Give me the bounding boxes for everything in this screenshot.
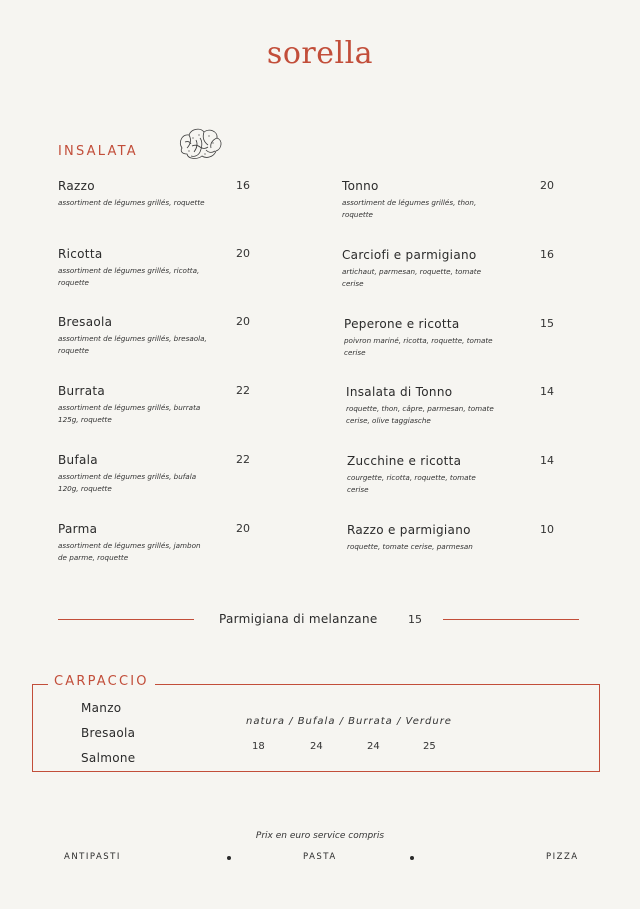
item-price: 20 xyxy=(236,315,250,328)
item-description: roquette, tomate cerise, parmesan xyxy=(347,542,473,551)
nav-separator-dot xyxy=(410,856,414,860)
item-description: courgette, ricotta, roquette, tomate cerise xyxy=(347,473,476,494)
item-price: 20 xyxy=(540,179,554,192)
item-description: assortiment de légumes grillés, ricotta, roquette xyxy=(58,266,200,287)
special-dish-price: 15 xyxy=(408,613,422,626)
item-price: 16 xyxy=(236,179,250,192)
item-name: Razzo xyxy=(58,179,95,193)
item-name: Bresaola xyxy=(58,315,113,329)
lettuce-icon xyxy=(176,126,224,162)
item-price: 10 xyxy=(540,523,554,536)
nav-pizza[interactable]: PIZZA xyxy=(546,852,579,862)
item-description: assortiment de légumes grillés, roquette xyxy=(58,198,205,207)
item-name: Burrata xyxy=(58,384,106,398)
nav-separator-dot xyxy=(227,856,231,860)
nav-antipasti[interactable]: ANTIPASTI xyxy=(64,852,121,862)
nav-pasta[interactable]: PASTA xyxy=(303,852,337,862)
item-price: 20 xyxy=(236,522,250,535)
item-name: Zucchine e ricotta xyxy=(347,454,462,468)
brand-logo: sorella xyxy=(266,36,374,71)
item-price: 20 xyxy=(236,247,250,260)
item-description: poivron mariné, ricotta, roquette, tomate cerise xyxy=(344,336,493,357)
item-name: Bufala xyxy=(58,453,98,467)
item-name: Tonno xyxy=(342,179,379,193)
item-price: 14 xyxy=(540,454,554,467)
footer-note: Prix en euro service compris xyxy=(255,831,385,841)
item-description: assortiment de légumes grillés, bufala 120g, roquette xyxy=(58,472,197,493)
carpaccio-price: 24 xyxy=(310,741,323,752)
item-price: 16 xyxy=(540,248,554,261)
carpaccio-price: 18 xyxy=(252,741,265,752)
item-name: Razzo e parmigiano xyxy=(347,523,471,537)
carpaccio-price: 25 xyxy=(423,741,436,752)
item-description: assortiment de légumes grillés, jambon de parme, roquette xyxy=(58,541,201,562)
item-description: assortiment de légumes grillés, burrata 125g, roquette xyxy=(58,403,201,424)
item-description: assortiment de légumes grillés, thon, roquette xyxy=(342,198,477,219)
item-description: assortiment de légumes grillés, bresaola, roquette xyxy=(58,334,207,355)
item-price: 15 xyxy=(540,317,554,330)
carpaccio-options: natura / Bufala / Burrata / Verdure xyxy=(246,716,452,727)
menu-item xyxy=(344,317,564,358)
item-description: roquette, thon, câpre, parmesan, tomate cerise, olive taggiasche xyxy=(346,404,494,425)
carpaccio-item: Bresaola xyxy=(81,726,136,740)
menu-item xyxy=(347,523,567,553)
menu-item xyxy=(347,454,567,495)
carpaccio-item: Salmone xyxy=(81,751,136,765)
item-price: 22 xyxy=(236,384,250,397)
item-name: Insalata di Tonno xyxy=(346,385,453,399)
item-description: artichaut, parmesan, roquette, tomate cerise xyxy=(342,267,482,288)
menu-item xyxy=(342,248,562,289)
item-name: Carciofi e parmigiano xyxy=(342,248,477,262)
item-name: Ricotta xyxy=(58,247,103,261)
item-name: Peperone e ricotta xyxy=(344,317,460,331)
insalata-title: INSALATA xyxy=(58,144,138,159)
item-name: Parma xyxy=(58,522,98,536)
carpaccio-item: Manzo xyxy=(81,701,122,715)
carpaccio-price: 24 xyxy=(367,741,380,752)
special-dish-name: Parmigiana di melanzane xyxy=(219,612,378,626)
item-price: 22 xyxy=(236,453,250,466)
menu-item xyxy=(346,385,566,426)
item-price: 14 xyxy=(540,385,554,398)
carpaccio-title: CARPACCIO xyxy=(48,674,155,689)
divider-right xyxy=(443,619,579,620)
menu-item xyxy=(342,179,562,220)
divider-left xyxy=(58,619,194,620)
